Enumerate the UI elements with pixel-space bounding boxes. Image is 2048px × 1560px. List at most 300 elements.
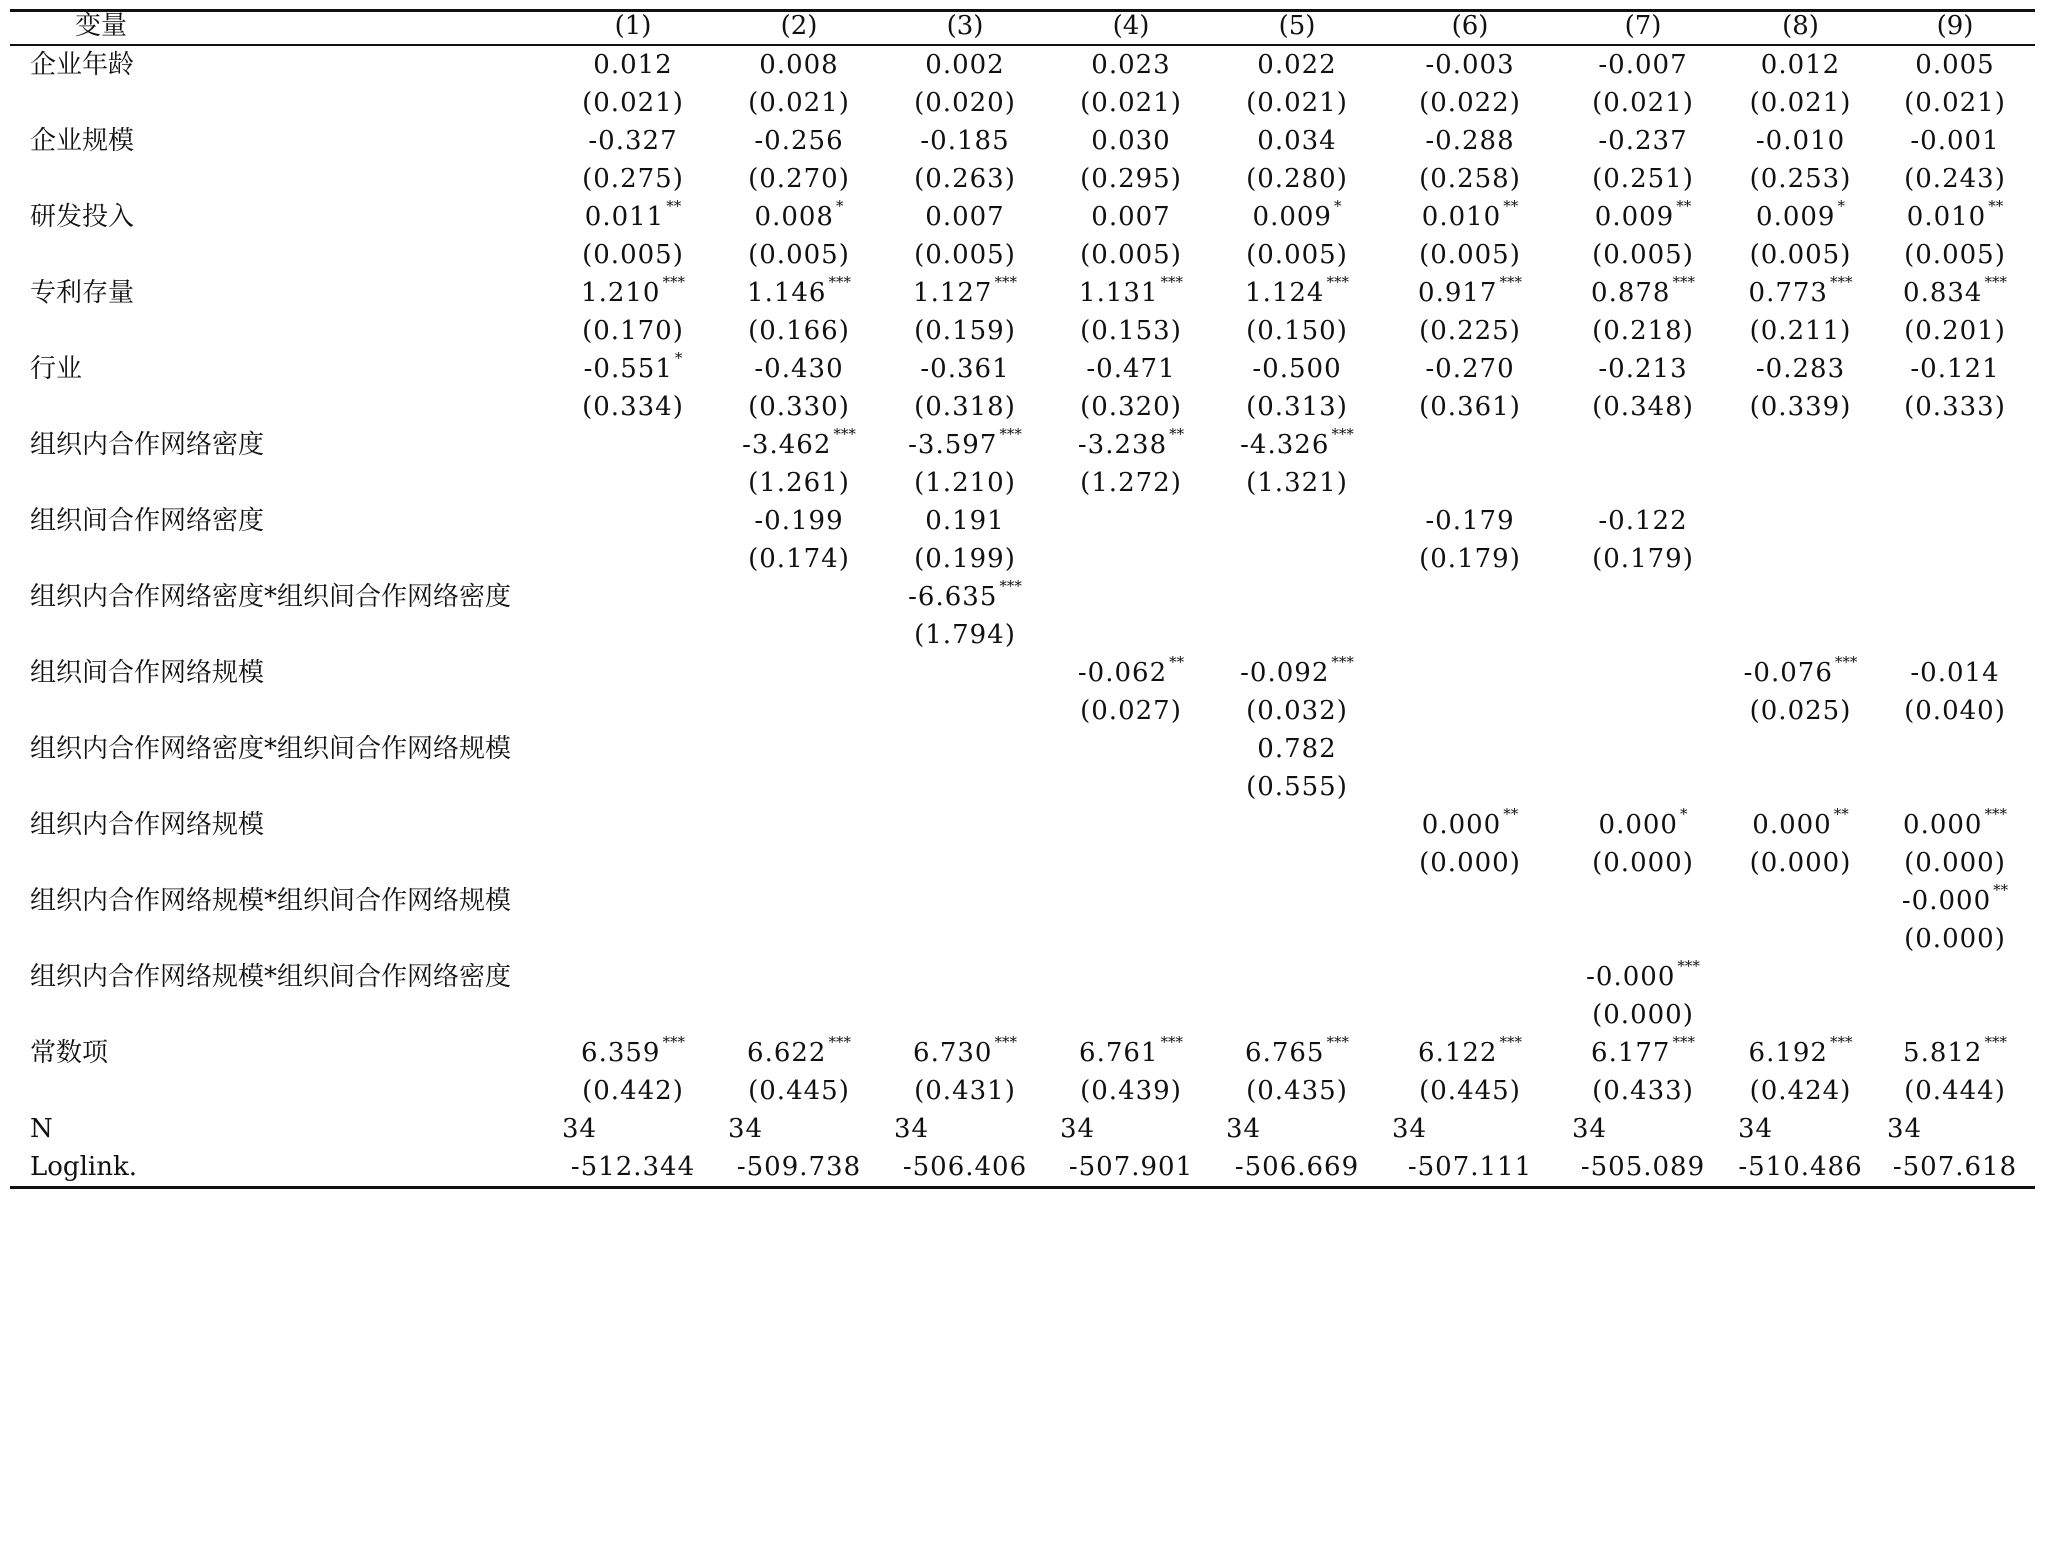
standard-error-cell: (0.218) [1592, 316, 1694, 346]
coefficient-value: -0.121 [1910, 354, 2000, 384]
standard-error-cell: (0.339) [1749, 392, 1852, 422]
coefficient-cell [1214, 122, 1380, 160]
significance-stars: *** [1160, 1033, 1183, 1051]
standard-error-cell: (0.021) [1749, 88, 1852, 118]
standard-error-cell [1048, 540, 1214, 578]
footer-value: -509.738 [716, 1148, 882, 1188]
significance-stars: *** [833, 425, 856, 443]
standard-error-cell: (0.251) [1592, 164, 1694, 194]
variable-label: 企业规模 [30, 126, 135, 156]
header-row [10, 11, 2035, 46]
coefficient-value: -0.270 [1425, 354, 1515, 384]
standard-error-cell [1875, 768, 2035, 806]
significance-stars: *** [1984, 805, 2007, 823]
coefficient-value: 1.127 [913, 278, 993, 308]
coefficient-cell [1726, 578, 1875, 616]
coefficient-cell [550, 654, 716, 692]
column-header: (3) [882, 11, 1048, 46]
column-header: (8) [1726, 11, 1875, 46]
coefficient-cell [1380, 958, 1560, 996]
standard-error-cell [1875, 616, 2035, 654]
coefficient-cell [716, 958, 882, 996]
standard-error-cell: (0.320) [1080, 392, 1182, 422]
variable-row [10, 882, 2035, 920]
standard-error-cell [882, 844, 1048, 882]
standard-error-cell [550, 692, 716, 730]
coefficient-value: -0.001 [1910, 126, 2000, 156]
coefficient-cell [1214, 958, 1380, 996]
significance-stars: *** [1326, 1033, 1349, 1051]
standard-error-cell: (0.021) [582, 88, 684, 118]
coefficient-cell [1048, 274, 1214, 312]
coefficient-value: 0.008 [754, 202, 834, 232]
coefficient-value: 6.761 [1079, 1038, 1159, 1068]
coefficient-value: 1.124 [1245, 278, 1325, 308]
coefficient-cell [550, 882, 716, 920]
significance-stars: *** [828, 1033, 851, 1051]
variable-row [10, 274, 2035, 312]
coefficient-cell [716, 45, 882, 84]
standard-error-cell: (0.032) [1246, 696, 1348, 726]
coefficient-cell [550, 578, 716, 616]
coefficient-value: -0.283 [1755, 354, 1846, 384]
variable-label: 研发投入 [30, 202, 135, 232]
standard-error-cell: (0.005) [1749, 240, 1852, 270]
regression-table [10, 9, 2035, 1189]
standard-error-cell: (0.334) [582, 392, 684, 422]
coefficient-value: 6.177 [1591, 1038, 1671, 1068]
significance-stars: ** [1993, 881, 2009, 899]
standard-error-cell: (0.040) [1904, 696, 2006, 726]
variable-row [10, 958, 2035, 996]
coefficient-cell [882, 45, 1048, 84]
standard-error-cell: (0.211) [1749, 316, 1852, 346]
coefficient-value: -0.179 [1425, 506, 1515, 536]
coefficient-cell [1726, 274, 1875, 312]
variable-row [10, 1034, 2035, 1072]
coefficient-value: 0.917 [1418, 278, 1498, 308]
coefficient-value: -0.092 [1240, 658, 1330, 688]
significance-stars: ** [666, 197, 682, 215]
coefficient-cell [1560, 122, 1726, 160]
variable-row [10, 198, 2035, 236]
coefficient-value: -0.062 [1077, 658, 1168, 688]
standard-error-cell: (1.210) [914, 468, 1016, 498]
standard-error-cell: (0.243) [1904, 164, 2006, 194]
footer-row [10, 1110, 2035, 1148]
coefficient-cell [1726, 958, 1875, 996]
standard-error-cell [1214, 844, 1380, 882]
standard-error-cell: (0.170) [582, 316, 684, 346]
standard-error-cell [716, 844, 882, 882]
coefficient-cell [1048, 882, 1214, 920]
standard-error-cell: (0.333) [1904, 392, 2006, 422]
coefficient-value: 0.022 [1257, 50, 1337, 80]
column-header: (2) [716, 11, 882, 46]
coefficient-value: -0.256 [754, 126, 844, 156]
coefficient-cell [550, 274, 716, 312]
variable-label: 组织内合作网络规模 [30, 810, 265, 840]
standard-error-cell: (1.794) [914, 620, 1016, 650]
coefficient-cell [882, 350, 1048, 388]
standard-error-cell: (1.261) [748, 468, 850, 498]
standard-error-cell [1214, 540, 1380, 578]
coefficient-cell [882, 122, 1048, 160]
column-header: (5) [1214, 11, 1380, 46]
coefficient-value: -0.430 [754, 354, 844, 384]
standard-error-cell [550, 996, 716, 1034]
standard-error-cell: (0.166) [748, 316, 850, 346]
coefficient-cell [1380, 502, 1560, 540]
standard-error-cell [1380, 616, 1560, 654]
coefficient-value: 0.009 [1594, 202, 1675, 232]
significance-stars: *** [1499, 1033, 1522, 1051]
coefficient-cell [716, 882, 882, 920]
standard-error-cell: (0.021) [1592, 88, 1694, 118]
coefficient-cell [716, 122, 882, 160]
variable-row [10, 45, 2035, 84]
standard-error-cell: (0.021) [1904, 88, 2006, 118]
standard-error-cell [1726, 616, 1875, 654]
standard-error-cell: (0.280) [1246, 164, 1348, 194]
variable-label: 组织内合作网络密度*组织间合作网络密度 [30, 582, 512, 612]
coefficient-cell [1380, 426, 1560, 464]
footer-value: -507.901 [1048, 1148, 1214, 1188]
standard-error-cell: (0.199) [914, 544, 1016, 574]
coefficient-cell [1560, 882, 1726, 920]
coefficient-cell [1560, 198, 1726, 236]
coefficient-value: -0.000 [1901, 886, 1992, 916]
coefficient-cell [1380, 578, 1560, 616]
coefficient-cell [1560, 654, 1726, 692]
significance-stars: ** [1988, 197, 2004, 215]
significance-stars: *** [999, 577, 1022, 595]
coefficient-cell [1214, 882, 1380, 920]
standard-error-cell: (0.179) [1592, 544, 1694, 574]
coefficient-value: 6.192 [1748, 1038, 1828, 1068]
coefficient-value: -0.185 [920, 126, 1010, 156]
coefficient-cell [1214, 502, 1380, 540]
coefficient-cell [1560, 958, 1726, 996]
coefficient-cell [1726, 1034, 1875, 1072]
significance-stars: *** [1829, 273, 1853, 291]
standard-error-cell [1560, 920, 1726, 958]
standard-error-cell: (0.313) [1246, 392, 1348, 422]
coefficient-cell [1726, 122, 1875, 160]
coefficient-cell [882, 654, 1048, 692]
standard-error-cell [1560, 768, 1726, 806]
coefficient-cell [1048, 502, 1214, 540]
coefficient-value: 0.002 [925, 50, 1005, 80]
coefficient-value: 0.010 [1421, 202, 1502, 232]
standard-error-cell: (1.321) [1246, 468, 1348, 498]
coefficient-cell [1048, 122, 1214, 160]
coefficient-cell [1380, 654, 1560, 692]
standard-error-cell [1726, 996, 1875, 1034]
standard-error-cell [550, 844, 716, 882]
coefficient-value: -3.462 [742, 430, 832, 460]
standard-error-cell [1380, 692, 1560, 730]
coefficient-cell [550, 958, 716, 996]
coefficient-value: -0.500 [1252, 354, 1342, 384]
coefficient-cell [1560, 578, 1726, 616]
standard-error-cell [1048, 844, 1214, 882]
coefficient-value: 0.782 [1257, 734, 1337, 764]
coefficient-value: 0.010 [1906, 202, 1987, 232]
standard-error-cell [1726, 540, 1875, 578]
coefficient-value: -0.327 [588, 126, 678, 156]
coefficient-value: -0.199 [754, 506, 844, 536]
standard-error-cell: (0.330) [748, 392, 850, 422]
coefficient-cell [550, 426, 716, 464]
footer-value: -510.486 [1726, 1148, 1875, 1188]
coefficient-cell [550, 1034, 716, 1072]
standard-error-cell: (0.021) [1246, 88, 1348, 118]
variable-row [10, 806, 2035, 844]
footer-value: 34 [1392, 1114, 1428, 1144]
coefficient-value: -0.003 [1425, 50, 1515, 80]
standard-error-cell: (0.431) [914, 1076, 1016, 1106]
footer-value: 34 [562, 1114, 598, 1144]
coefficient-value: 1.210 [581, 278, 661, 308]
standard-error-cell [1380, 996, 1560, 1034]
standard-error-cell: (0.021) [1080, 88, 1182, 118]
significance-stars: * [1837, 197, 1845, 215]
standard-error-cell: (0.150) [1246, 316, 1348, 346]
significance-stars: * [674, 349, 683, 367]
coefficient-cell [716, 730, 882, 768]
footer-value: 34 [894, 1114, 930, 1144]
coefficient-cell [1048, 1034, 1214, 1072]
coefficient-value: -0.122 [1598, 506, 1688, 536]
significance-stars: ** [1833, 805, 1849, 823]
standard-error-cell [1380, 920, 1560, 958]
coefficient-cell [1380, 198, 1560, 236]
coefficient-cell [1875, 426, 2035, 464]
coefficient-value: -0.076 [1743, 658, 1833, 688]
coefficient-cell [1214, 350, 1380, 388]
significance-stars: *** [994, 273, 1017, 291]
coefficient-cell [1214, 198, 1380, 236]
coefficient-cell [1875, 578, 2035, 616]
significance-stars: *** [1672, 273, 1695, 291]
coefficient-value: 0.000 [1598, 810, 1678, 840]
coefficient-cell [716, 198, 882, 236]
standard-error-cell: (0.000) [1592, 848, 1694, 878]
standard-error-cell [882, 768, 1048, 806]
significance-stars: *** [1984, 1033, 2007, 1051]
coefficient-cell [882, 274, 1048, 312]
standard-error-cell: (0.435) [1246, 1076, 1348, 1106]
coefficient-cell [882, 502, 1048, 540]
significance-stars: * [1333, 197, 1342, 215]
coefficient-value: 0.007 [1091, 202, 1171, 232]
standard-error-cell [1560, 616, 1726, 654]
coefficient-value: 0.009 [1756, 202, 1836, 232]
coefficient-cell [1875, 654, 2035, 692]
coefficient-value: 0.008 [759, 50, 839, 80]
coefficient-value: 0.012 [593, 50, 673, 80]
coefficient-value: -0.014 [1910, 658, 2000, 688]
coefficient-cell [882, 1034, 1048, 1072]
standard-error-cell [550, 616, 716, 654]
coefficient-cell [1875, 882, 2035, 920]
standard-error-cell: (0.445) [1419, 1076, 1521, 1106]
standard-error-cell [1875, 540, 2035, 578]
coefficient-cell [1726, 502, 1875, 540]
coefficient-value: 6.730 [913, 1038, 993, 1068]
significance-stars: ** [1503, 197, 1519, 215]
standard-error-cell [716, 996, 882, 1034]
coefficient-cell [1875, 45, 2035, 84]
coefficient-value: 6.359 [581, 1038, 661, 1068]
coefficient-value: -0.288 [1425, 126, 1515, 156]
coefficient-cell [882, 730, 1048, 768]
coefficient-value: 0.878 [1591, 278, 1671, 308]
standard-error-cell: (0.445) [748, 1076, 850, 1106]
standard-error-cell [550, 540, 716, 578]
standard-error-cell: (0.348) [1592, 392, 1694, 422]
variable-label: 组织间合作网络规模 [30, 658, 265, 688]
coefficient-cell [882, 578, 1048, 616]
significance-stars: *** [1499, 273, 1522, 291]
coefficient-value: 0.000 [1903, 810, 1983, 840]
significance-stars: *** [1160, 273, 1183, 291]
standard-error-cell: (0.555) [1246, 772, 1348, 802]
coefficient-cell [1560, 806, 1726, 844]
coefficient-cell [1726, 426, 1875, 464]
standard-error-cell: (0.174) [748, 544, 850, 574]
significance-stars: ** [1169, 653, 1185, 671]
coefficient-value: -0.007 [1598, 50, 1688, 80]
variable-row [10, 122, 2035, 160]
coefficient-cell [550, 122, 716, 160]
coefficient-cell [1560, 426, 1726, 464]
coefficient-cell [1560, 1034, 1726, 1072]
coefficient-cell [1214, 806, 1380, 844]
standard-error-cell: (0.159) [914, 316, 1016, 346]
footer-value: -507.618 [1875, 1148, 2035, 1188]
coefficient-cell [1048, 350, 1214, 388]
coefficient-value: 0.000 [1752, 810, 1832, 840]
standard-error-cell [882, 996, 1048, 1034]
footer-label: N [30, 1114, 53, 1144]
coefficient-value: 0.009 [1252, 202, 1332, 232]
coefficient-cell [1048, 958, 1214, 996]
coefficient-cell [550, 806, 716, 844]
coefficient-cell [882, 426, 1048, 464]
coefficient-cell [882, 958, 1048, 996]
variable-label: 行业 [30, 354, 83, 384]
standard-error-cell: (0.253) [1749, 164, 1852, 194]
coefficient-value: 6.622 [747, 1038, 827, 1068]
standard-error-cell: (0.424) [1749, 1076, 1852, 1106]
coefficient-value: 5.812 [1903, 1038, 1983, 1068]
footer-value: -506.669 [1214, 1148, 1380, 1188]
standard-error-cell [1048, 768, 1214, 806]
significance-stars: *** [994, 1033, 1017, 1051]
coefficient-cell [1214, 1034, 1380, 1072]
coefficient-value: 0.030 [1091, 126, 1171, 156]
coefficient-value: 0.005 [1915, 50, 1995, 80]
standard-error-cell [1875, 464, 2035, 502]
coefficient-cell [1875, 350, 2035, 388]
coefficient-value: 1.146 [747, 278, 827, 308]
coefficient-value: -4.326 [1240, 430, 1330, 460]
standard-error-cell: (0.027) [1080, 696, 1182, 726]
variable-row [10, 426, 2035, 464]
standard-error-cell: (0.000) [1904, 924, 2006, 954]
standard-error-cell [882, 692, 1048, 730]
standard-error-cell [1048, 920, 1214, 958]
coefficient-value: 0.191 [925, 506, 1005, 536]
coefficient-cell [1726, 806, 1875, 844]
coefficient-cell [1875, 1034, 2035, 1072]
standard-error-cell [1214, 996, 1380, 1034]
variable-label: 企业年龄 [30, 50, 135, 80]
coefficient-cell [716, 578, 882, 616]
footer-label: Loglink. [10, 1148, 550, 1188]
coefficient-value: 0.773 [1748, 278, 1828, 308]
significance-stars: *** [999, 425, 1022, 443]
coefficient-cell [1875, 502, 2035, 540]
table-body [10, 45, 2035, 1188]
standard-error-cell [1214, 920, 1380, 958]
coefficient-cell [1560, 45, 1726, 84]
footer-row [10, 1148, 2035, 1188]
standard-error-cell [716, 692, 882, 730]
coefficient-value: -0.551 [583, 354, 673, 384]
coefficient-cell [1048, 426, 1214, 464]
coefficient-cell [1380, 882, 1560, 920]
coefficient-value: 6.765 [1245, 1038, 1325, 1068]
standard-error-cell [550, 920, 716, 958]
standard-error-cell: (0.361) [1419, 392, 1521, 422]
coefficient-value: -3.238 [1077, 430, 1168, 460]
coefficient-cell [1560, 730, 1726, 768]
standard-error-cell: (0.005) [1904, 240, 2006, 270]
coefficient-cell [1875, 806, 2035, 844]
standard-error-cell: (0.021) [748, 88, 850, 118]
coefficient-cell [1048, 45, 1214, 84]
standard-error-cell: (0.270) [748, 164, 850, 194]
standard-error-cell [1875, 996, 2035, 1034]
significance-stars: *** [662, 273, 685, 291]
significance-stars: ** [1503, 805, 1519, 823]
coefficient-cell [1380, 274, 1560, 312]
standard-error-cell: (0.263) [914, 164, 1016, 194]
coefficient-cell [1214, 45, 1380, 84]
column-header: (9) [1875, 11, 2035, 46]
standard-error-cell: (0.442) [582, 1076, 684, 1106]
standard-error-cell: (0.258) [1419, 164, 1521, 194]
coefficient-cell [716, 274, 882, 312]
coefficient-cell [716, 654, 882, 692]
significance-stars: *** [1677, 957, 1700, 975]
coefficient-cell [716, 426, 882, 464]
coefficient-value: -0.237 [1598, 126, 1688, 156]
coefficient-value: -0.213 [1598, 354, 1688, 384]
coefficient-cell [716, 502, 882, 540]
standard-error-cell [716, 920, 882, 958]
standard-error-cell: (0.000) [1419, 848, 1521, 878]
coefficient-value: 0.000 [1421, 810, 1502, 840]
coefficient-cell [550, 45, 716, 84]
variable-row [10, 502, 2035, 540]
coefficient-value: 0.034 [1257, 126, 1337, 156]
column-header: (6) [1380, 11, 1560, 46]
standard-error-cell: (0.153) [1080, 316, 1182, 346]
